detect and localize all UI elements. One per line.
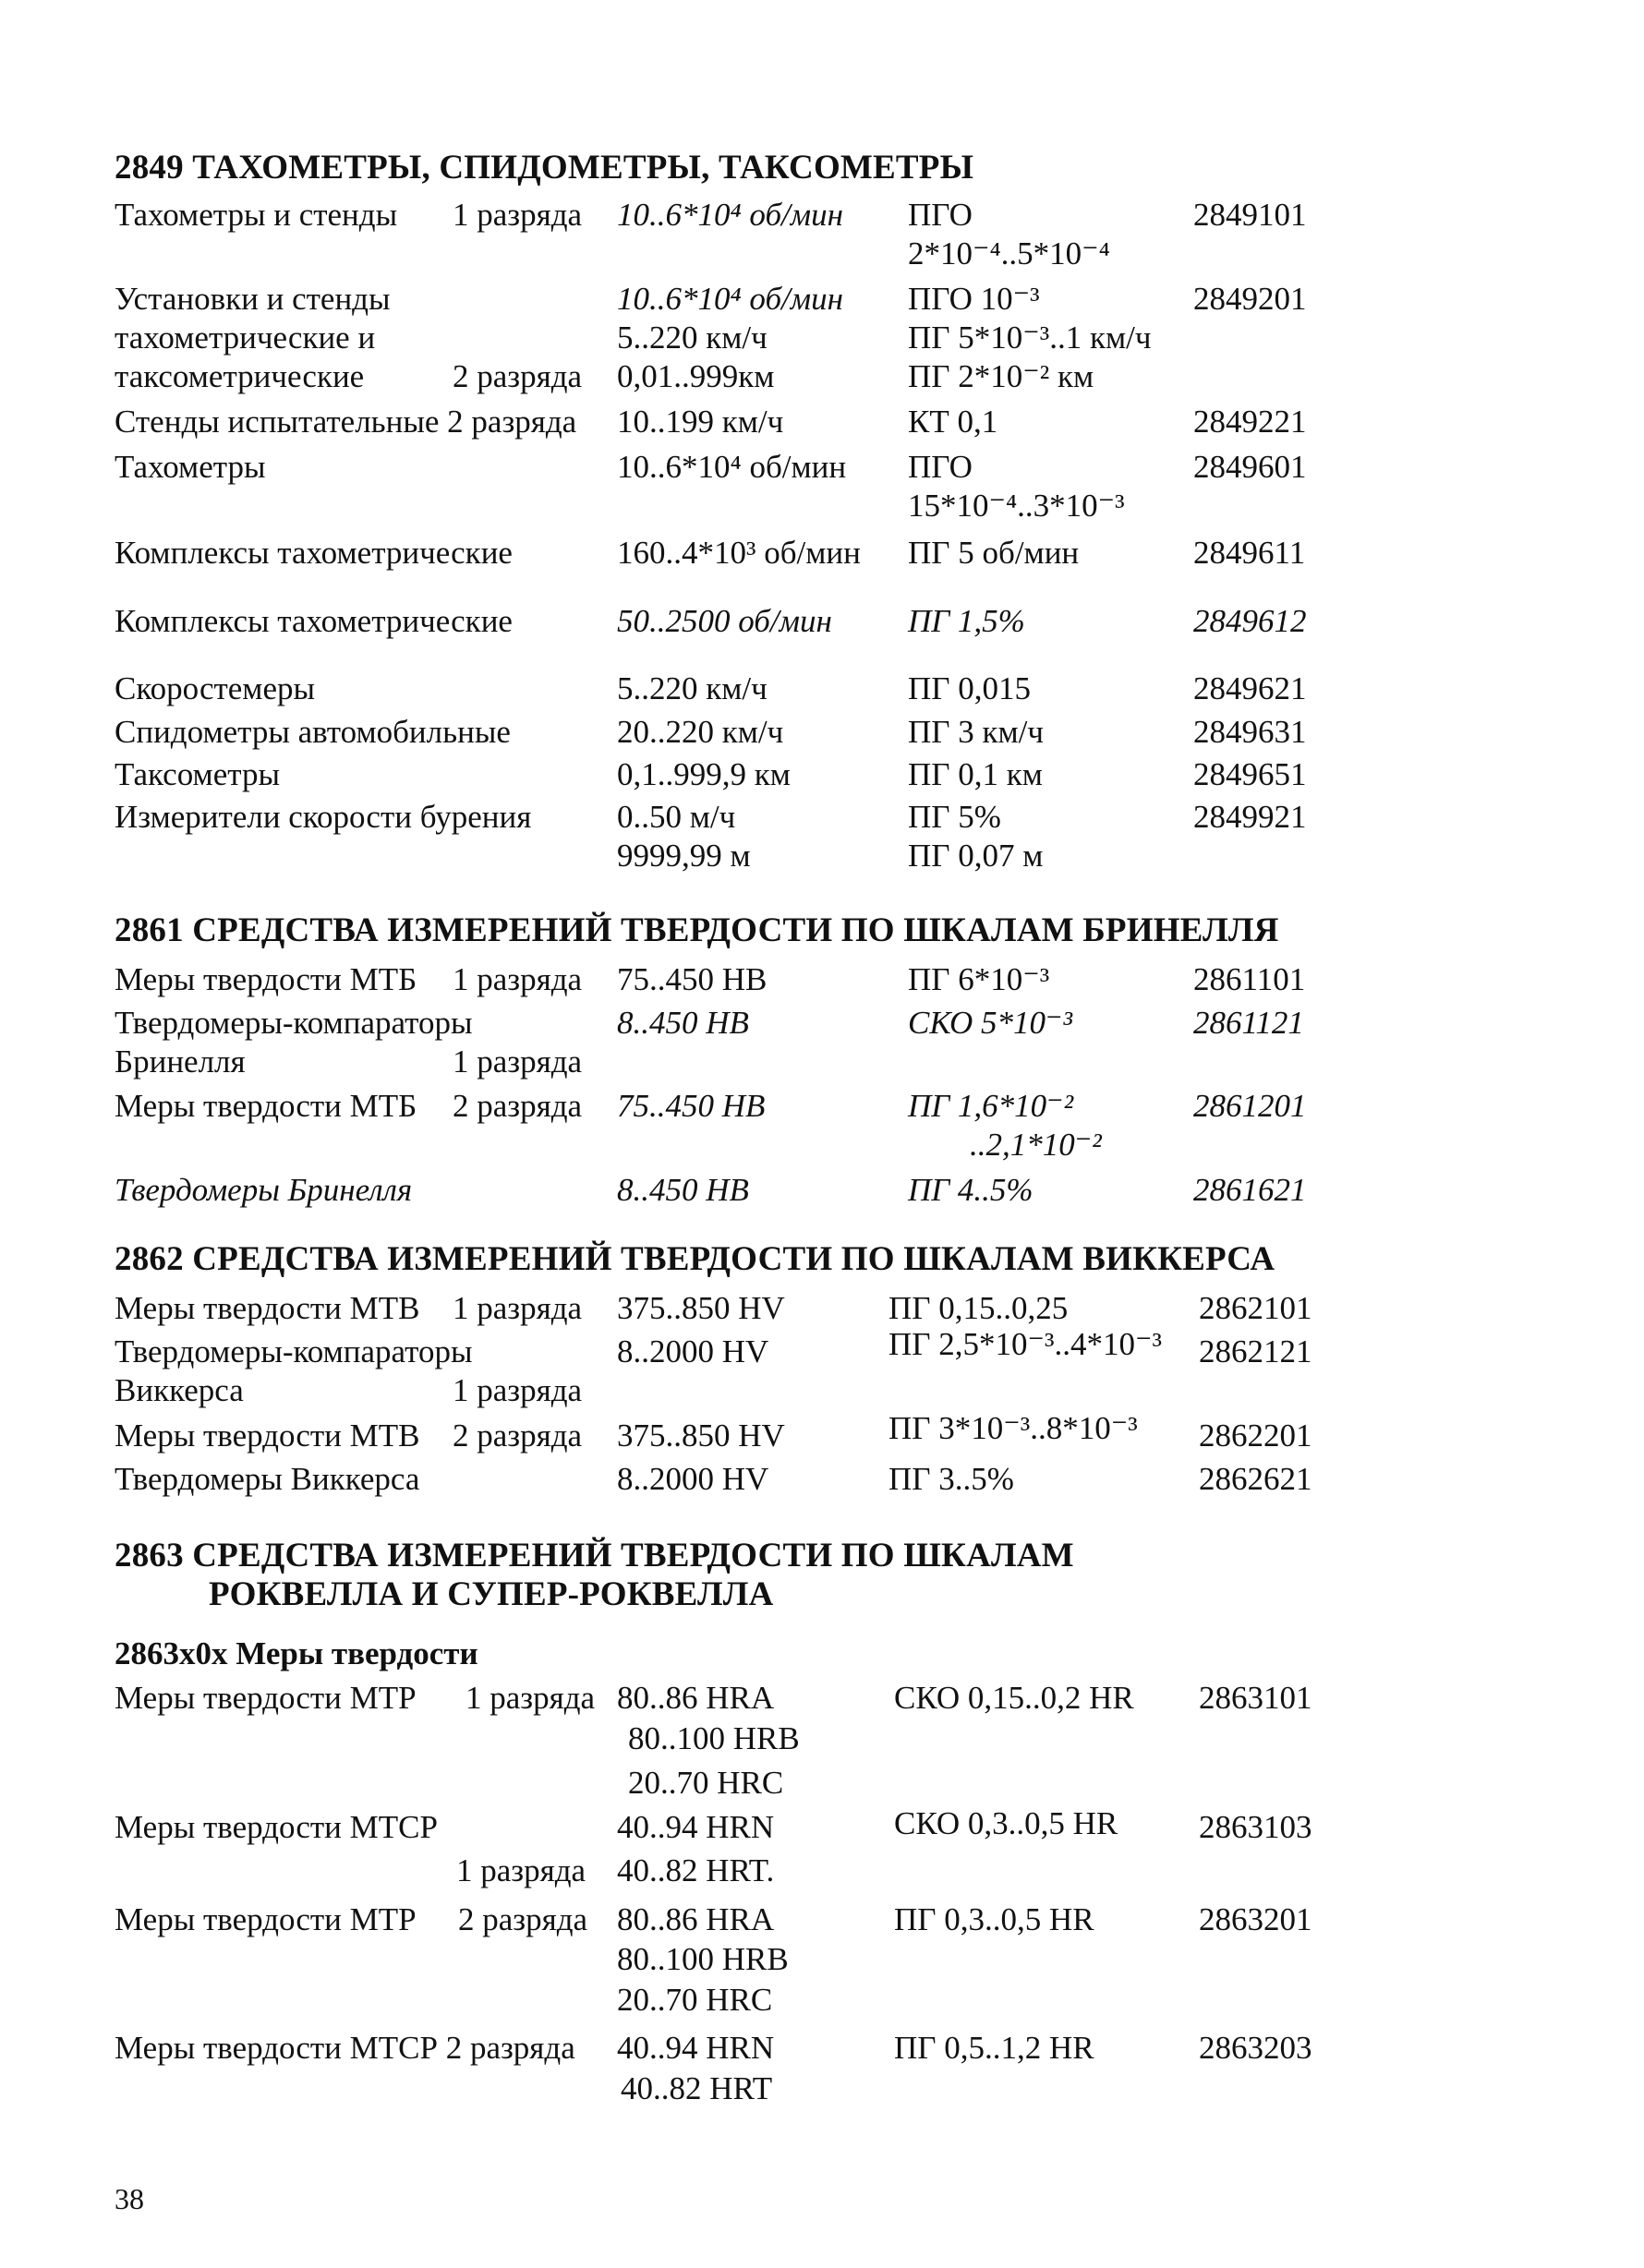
item-name-line2: Бринелля	[115, 1044, 246, 1080]
item-range: 5..220 км/ч	[617, 670, 768, 706]
item-name: Комплексы тахометрические	[115, 535, 513, 571]
item-accuracy-line2: 15*10⁻⁴..3*10⁻³	[908, 488, 1125, 524]
item-code: 2849621	[1193, 670, 1307, 706]
item-name: Скоростемеры	[115, 670, 316, 706]
item-name: Комплексы тахометрические	[115, 603, 513, 639]
item-name: Тахометры и стенды	[115, 197, 398, 233]
item-range: 80..86 HRA	[617, 1901, 775, 1937]
section-2861-title: 2861 СРЕДСТВА ИЗМЕРЕНИЙ ТВЕРДОСТИ ПО ШКАЛАМ БРИНЕЛЛЯ	[115, 911, 1279, 949]
item-accuracy: ПГ 0,3..0,5 HR	[894, 1901, 1094, 1937]
item-accuracy: ПГ 4..5%	[908, 1172, 1034, 1208]
item-name: Твердомеры-компараторы	[115, 1005, 473, 1041]
item-grade: 2 разряда	[453, 1088, 583, 1124]
item-range-line2: 80..100 HRB	[617, 1941, 789, 1977]
item-range: 40..94 HRN	[617, 1809, 775, 1845]
item-accuracy: ПГ 0,5..1,2 HR	[894, 2030, 1094, 2066]
item-name: Твердомеры Бринелля	[115, 1172, 413, 1208]
item-name-line2: тахометрические и	[115, 320, 376, 356]
section-2863-title: 2863 СРЕДСТВА ИЗМЕРЕНИЙ ТВЕРДОСТИ ПО ШКАЛАМ	[115, 1537, 1074, 1574]
item-range-line2: 5..220 км/ч	[617, 320, 768, 356]
page-number: 38	[115, 2182, 144, 2215]
item-name: Меры твердости МТСР	[115, 1809, 438, 1845]
item-grade: 1 разряда	[453, 1044, 583, 1080]
item-range: 40..94 HRN	[617, 2030, 775, 2066]
item-name: Таксометры	[115, 756, 280, 792]
item-range-line2: 40..82 HRT.	[617, 1852, 775, 1888]
item-accuracy: ПГО	[908, 197, 973, 233]
item-range: 8..450 НВ	[617, 1005, 749, 1041]
item-accuracy: КТ 0,1	[908, 404, 998, 440]
item-grade: 2 разряда	[458, 1901, 588, 1937]
section-2849-title: 2849 ТАХОМЕТРЫ, СПИДОМЕТРЫ, ТАКСОМЕТРЫ	[115, 149, 974, 187]
section-2862-title: 2862 СРЕДСТВА ИЗМЕРЕНИЙ ТВЕРДОСТИ ПО ШКАЛАМ ВИККЕРСА	[115, 1240, 1275, 1278]
item-code: 2849612	[1193, 603, 1307, 639]
item-code: 2849201	[1193, 281, 1307, 317]
item-code: 2849611	[1193, 535, 1306, 571]
item-range: 10..199 км/ч	[617, 404, 784, 440]
item-grade: 1 разряда	[453, 197, 583, 233]
item-accuracy: ПГ 3*10⁻³..8*10⁻³	[888, 1410, 1138, 1446]
item-name: Тахометры	[115, 449, 266, 485]
item-range: 10..6*10⁴ об/мин	[617, 281, 843, 317]
item-range-line3: 0,01..999км	[617, 358, 775, 394]
item-code: 2861201	[1193, 1088, 1307, 1124]
item-range: 8..2000 HV	[617, 1333, 769, 1369]
item-range-line2: 40..82 HRT	[621, 2070, 773, 2106]
item-name: Меры твердости МТВ	[115, 1418, 420, 1454]
section-2863-title-line2: РОКВЕЛЛА И СУПЕР-РОКВЕЛЛА	[209, 1575, 774, 1613]
item-code: 2849921	[1193, 799, 1307, 835]
item-range: 20..220 км/ч	[617, 714, 784, 750]
item-accuracy: СКО 0,15..0,2 HR	[894, 1680, 1134, 1716]
item-code: 2862121	[1199, 1333, 1312, 1369]
item-code: 2861621	[1193, 1172, 1307, 1208]
item-code: 2849221	[1193, 404, 1307, 440]
item-accuracy-line2: 2*10⁻⁴..5*10⁻⁴	[908, 235, 1110, 271]
item-name: Измерители скорости бурения	[115, 799, 532, 835]
item-range-line3: 20..70 HRC	[628, 1765, 784, 1801]
item-range-line2: 80..100 HRB	[628, 1720, 800, 1756]
item-code: 2849651	[1193, 756, 1307, 792]
item-accuracy: ПГ 5 об/мин	[908, 535, 1080, 571]
item-range: 10..6*10⁴ об/мин	[617, 449, 847, 485]
item-name-line3: таксометрические	[115, 358, 365, 394]
item-code: 2863201	[1199, 1901, 1312, 1937]
item-code: 2863101	[1199, 1680, 1312, 1716]
item-range: 50..2500 об/мин	[617, 603, 832, 639]
item-code: 2849101	[1193, 197, 1307, 233]
item-name: Твердомеры Виккерса	[115, 1461, 420, 1497]
item-accuracy: ПГО 10⁻³	[908, 281, 1040, 317]
item-accuracy-line3: ПГ 2*10⁻² км	[908, 358, 1094, 394]
item-name: Стенды испытательные 2 разряда	[115, 404, 577, 440]
item-name: Меры твердости МТБ	[115, 961, 417, 997]
item-range-line2: 9999,99 м	[617, 838, 751, 874]
item-range: 0..50 м/ч	[617, 799, 736, 835]
item-accuracy: СКО 0,3..0,5 HR	[894, 1805, 1118, 1841]
item-code: 2861101	[1193, 961, 1306, 997]
item-accuracy: ПГ 2,5*10⁻³..4*10⁻³	[888, 1326, 1162, 1362]
item-accuracy: ПГ 0,15..0,25	[888, 1290, 1069, 1326]
item-accuracy: ПГ 1,6*10⁻²	[908, 1088, 1074, 1124]
item-range: 0,1..999,9 км	[617, 756, 791, 792]
item-code: 2849601	[1193, 449, 1307, 485]
item-grade: 1 разряда	[453, 961, 583, 997]
item-name: Меры твердости МТР	[115, 1680, 417, 1716]
item-accuracy: ПГ 0,1 км	[908, 756, 1043, 792]
item-accuracy-line2: ПГ 5*10⁻³..1 км/ч	[908, 320, 1152, 356]
item-code: 2862201	[1199, 1418, 1312, 1454]
item-range: 10..6*10⁴ об/мин	[617, 197, 843, 233]
item-accuracy: ПГ 6*10⁻³	[908, 961, 1050, 997]
item-range: 8..2000 HV	[617, 1461, 769, 1497]
item-name: Меры твердости МТР	[115, 1901, 417, 1937]
item-range: 8..450 НВ	[617, 1172, 749, 1208]
item-grade: 1 разряда	[453, 1372, 583, 1408]
item-accuracy: ПГ 1,5%	[908, 603, 1025, 639]
item-range: 75..450 НВ	[617, 961, 768, 997]
item-accuracy: ПГО	[908, 449, 973, 485]
item-accuracy-line2: ..2,1*10⁻²	[970, 1127, 1102, 1163]
item-accuracy: ПГ 0,015	[908, 670, 1032, 706]
item-accuracy-line2: ПГ 0,07 м	[908, 838, 1044, 874]
item-name-line2: Виккерса	[115, 1372, 244, 1408]
item-accuracy: ПГ 3 км/ч	[908, 714, 1044, 750]
item-name: Меры твердости МТСР 2 разряда	[115, 2030, 575, 2066]
item-range-line3: 20..70 HRC	[617, 1982, 773, 2018]
item-grade: 1 разряда	[456, 1852, 586, 1888]
item-accuracy: ПГ 5%	[908, 799, 1001, 835]
item-code: 2862101	[1199, 1290, 1312, 1326]
item-range: 75..450 НВ	[617, 1088, 766, 1124]
item-grade: 2 разряда	[453, 1418, 583, 1454]
item-name: Меры твердости МТВ	[115, 1290, 420, 1326]
item-name: Твердомеры-компараторы	[115, 1333, 473, 1369]
item-name: Установки и стенды	[115, 281, 391, 317]
item-name: Меры твердости МТБ	[115, 1088, 417, 1124]
item-range: 160..4*10³ об/мин	[617, 535, 861, 571]
item-name: Спидометры автомобильные	[115, 714, 511, 750]
item-code: 2863203	[1199, 2030, 1312, 2066]
item-accuracy: СКО 5*10⁻³	[908, 1005, 1072, 1041]
item-code: 2862621	[1199, 1461, 1312, 1497]
item-code: 2861121	[1193, 1005, 1304, 1041]
item-range: 375..850 HV	[617, 1290, 785, 1326]
item-code: 2849631	[1193, 714, 1307, 750]
item-code: 2863103	[1199, 1809, 1312, 1845]
item-range: 80..86 HRA	[617, 1680, 775, 1716]
item-range: 375..850 HV	[617, 1418, 785, 1454]
item-grade: 1 разряда	[453, 1290, 583, 1326]
item-accuracy: ПГ 3..5%	[888, 1461, 1014, 1497]
item-grade: 2 разряда	[453, 358, 583, 394]
item-grade: 1 разряда	[465, 1680, 596, 1716]
subsection-2863x0x-title: 2863x0x Меры твердости	[115, 1635, 478, 1671]
